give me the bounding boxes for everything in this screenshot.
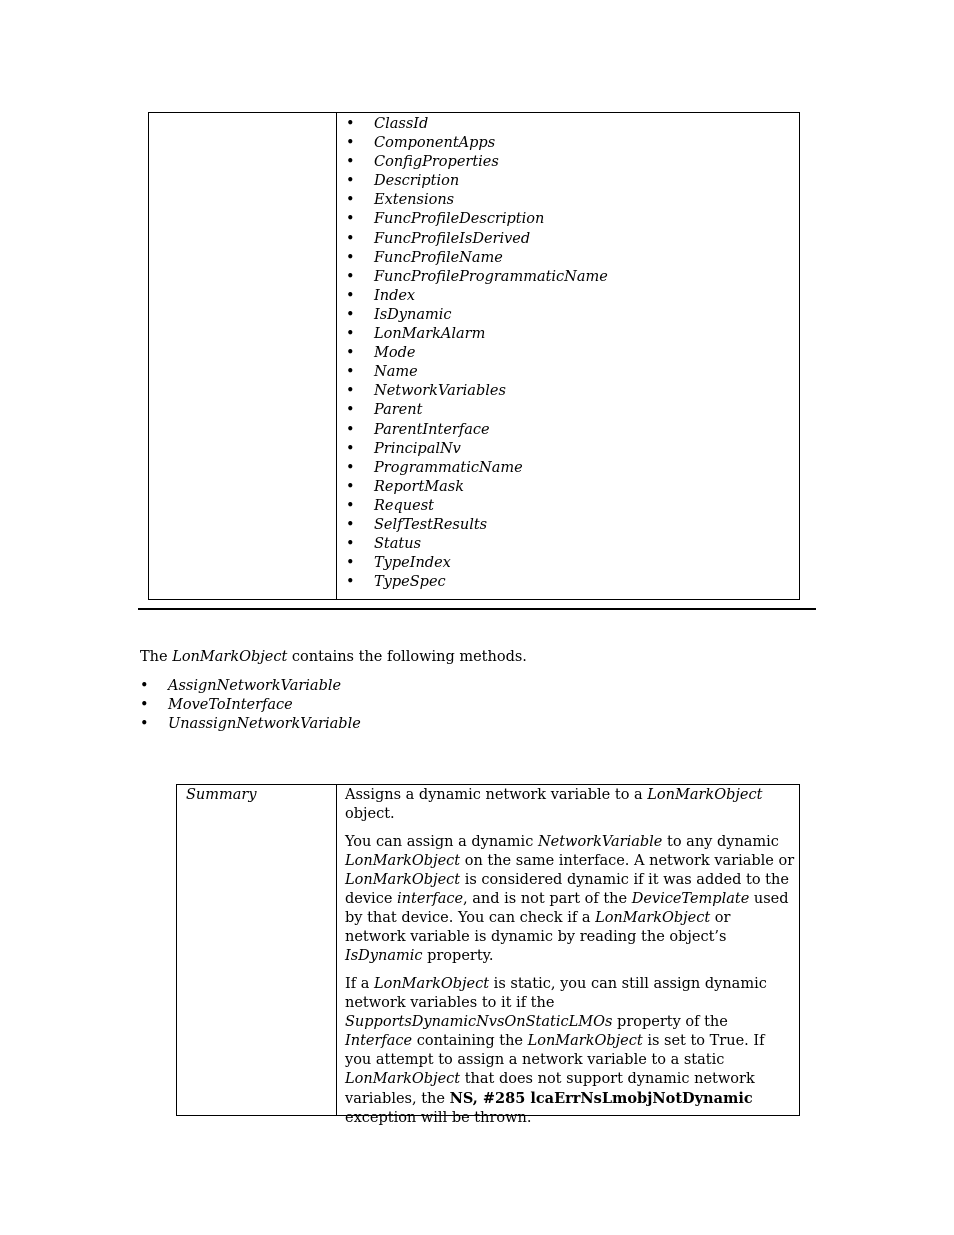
- methods-list: [140, 677, 361, 734]
- list-item: • Description: [346, 173, 460, 190]
- list-item: • IsDynamic: [346, 306, 452, 323]
- bullet: •: [140, 678, 149, 694]
- bullet: •: [346, 345, 355, 362]
- bullet: •: [346, 555, 355, 572]
- bullet: •: [346, 154, 355, 171]
- bullet: •: [346, 383, 355, 400]
- list-item: • ParentInterface: [346, 421, 490, 438]
- list-item: • Extensions: [346, 192, 455, 209]
- bullet: •: [346, 116, 355, 132]
- bullet: •: [346, 516, 355, 533]
- bullet: •: [346, 192, 355, 209]
- bullet: •: [346, 326, 355, 343]
- list-item: • Status: [346, 536, 422, 553]
- bullet: •: [140, 716, 149, 733]
- bullet: •: [346, 268, 355, 285]
- bullet: •: [346, 173, 355, 190]
- list-item: • FuncProfileProgrammaticName: [346, 268, 608, 285]
- list-item: • TypeSpec: [346, 574, 446, 591]
- bullet: •: [346, 230, 355, 247]
- list-item: • MoveToInterface: [140, 697, 293, 714]
- summary-table: [176, 784, 800, 1126]
- bullet: •: [346, 574, 355, 591]
- list-item: • Parent: [346, 402, 423, 419]
- bullet: •: [346, 364, 355, 381]
- list-item: • ProgrammaticName: [346, 459, 523, 476]
- bullet: •: [346, 478, 355, 495]
- list-item: • PrincipalNv: [346, 440, 461, 457]
- list-item: • ComponentApps: [346, 135, 496, 152]
- list-item: • Request: [346, 497, 434, 514]
- list-item: • FuncProfileName: [346, 249, 503, 266]
- properties-list: [346, 115, 608, 592]
- bullet: •: [346, 249, 355, 266]
- list-item: • ClassId: [346, 116, 429, 132]
- bullet: •: [346, 306, 355, 323]
- bullet: •: [346, 459, 355, 476]
- summary-paragraph-2: You can assign a dynamic NetworkVariable to any dynamic LonMarkObject on the same interface. A network variable or LonMarkObject is considered dynamic if it was added to the device interface, and is not part of the DeviceTemplate used by that device. You can check if a LonMarkObject or network variable is dynamic by reading the object’s IsDynamic property.: [345, 834, 795, 964]
- bullet: •: [346, 536, 355, 553]
- bullet: •: [346, 211, 355, 228]
- table-column-divider: [336, 785, 337, 1115]
- bullet: •: [346, 287, 355, 304]
- summary-paragraph-3: If a LonMarkObject is static, you can still assign dynamic network variables to it if the SupportsDynamicNvsOnStaticLMOs property of the Interface containing the LonMarkObject is set to True. If you attempt to assign a network variable to a static LonMarkObject that does not support dynamic network variables, the NS, #285 lcaErrNsLmobjNotDynamic exception will be thrown.: [345, 976, 767, 1126]
- properties-table: [148, 112, 800, 600]
- bullet: •: [346, 440, 355, 457]
- bullet: •: [346, 497, 355, 514]
- list-item: • UnassignNetworkVariable: [140, 716, 361, 733]
- summary-paragraph-1: Assigns a dynamic network variable to a LonMarkObject object.: [345, 787, 763, 822]
- list-item: • SelfTestResults: [346, 516, 488, 533]
- list-item: • Index: [346, 287, 416, 304]
- list-item: • FuncProfileDescription: [346, 211, 545, 228]
- section-rule: [138, 608, 816, 610]
- list-item: • NetworkVariables: [346, 383, 506, 400]
- bullet: •: [346, 421, 355, 438]
- summary-label: Summary: [186, 787, 257, 803]
- list-item: • FuncProfileIsDerived: [346, 230, 531, 247]
- list-item: • TypeIndex: [346, 555, 451, 572]
- list-item: • AssignNetworkVariable: [140, 678, 342, 694]
- table-column-divider: [336, 113, 337, 599]
- list-item: • Mode: [346, 345, 416, 362]
- bullet: •: [346, 402, 355, 419]
- list-item: • Name: [346, 364, 418, 381]
- bullet: •: [346, 135, 355, 152]
- list-item: • ConfigProperties: [346, 154, 499, 171]
- summary-body: [345, 786, 795, 1137]
- list-item: • LonMarkAlarm: [346, 326, 486, 343]
- list-item: • ReportMask: [346, 478, 464, 495]
- methods-intro: The LonMarkObject contains the following methods.: [140, 649, 527, 665]
- bullet: •: [140, 697, 149, 714]
